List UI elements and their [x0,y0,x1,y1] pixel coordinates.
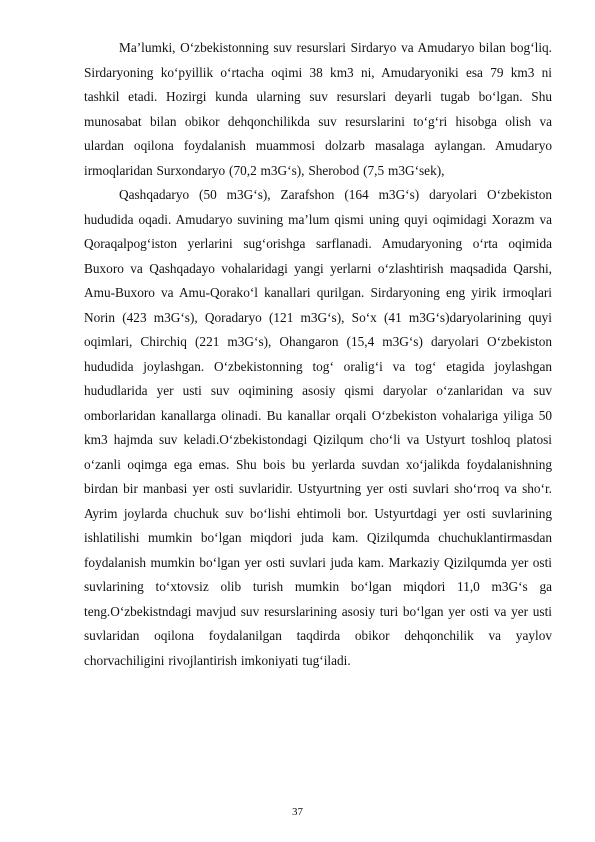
paragraph-1: Ma’lumki, O‘zbekistonning suv resurslari Sirdaryo va Amudaryo bilan bog‘liq. Sirdaryoning ko‘pyillik o‘rtacha oqimi 38 km3 ni, Amudaryoniki esa 79 km3 ni tashkil etadi. Hozirgi kunda ularning suv resurslari deyarli tugab bo‘lgan. Shu munosabat bilan obikor dehqonchilikda suv resurslarini to‘g‘ri hisobga olish va ulardan oqilona foydalanish muammosi dolzarb masalaga aylangan. Amudaryo irmoqlaridan Surxondaryo (70,2 m3G‘s), Sherobod (7,5 m3G‘sek), [84,40,552,178]
page-number: 37 [292,806,303,818]
body-text [84,36,552,673]
paragraph-2: Qashqadaryo (50 m3G‘s), Zarafshon (164 m3G‘s) daryolari O‘zbekiston hududida oqadi. Amudaryo suvining ma’lum qismi uning quyi oqimidagi Xorazm va Qoraqalpog‘iston yerlarini sug‘orishga sarflanadi. Amudaryoning o‘rta oqimida Buxoro va Qashqadayo vohalaridagi yangi yerlarni o‘zlashtirish maqsadida Qarshi, Amu-Buxoro va Amu-Qorako‘l kanallari qurilgan. Sirdaryoning eng yirik irmoqlari Norin (423 m3G‘s), Qoradaryo (121 m3G‘s), So‘x (41 m3G‘s)daryolarining quyi oqimlari, Chirchiq (221 m3G‘s), Ohangaron (15,4 m3G‘s) daryolari O‘zbekiston hududida joylashgan. O‘zbekistonning tog‘ oralig‘i va tog‘ etagida joylashgan hududlarida yer usti suv oqimining asosiy qismi daryolar o‘zanlaridan va suv omborlaridan kanallarga olinadi. Bu kanallar orqali O‘zbekiston vohalariga yiliga 50 km3 hajmda suv keladi.O‘zbekistondagi Qizilqum cho‘li va Ustyurt toshloq platosi o‘zanli oqimga ega emas. Shu bois bu yerlarda suvdan xo‘jalikda foydalanishning birdan bir manbasi yer osti suvlaridir. Ustyurtning yer osti suvlari sho‘rroq va sho‘r. Ayrim joylarda chuchuk suv bo‘lishi ehtimoli bor. Ustyurtdagi yer osti suvlarining ishlatilishi mumkin bo‘lgan miqdori juda kam. Qizilqumda chuchuklantirmasdan foydalanish mumkin bo‘lgan yer osti suvlari juda kam. Markaziy Qizilqumda yer osti suvlarining to‘xtovsiz olib turish mumkin bo‘lgan miqdori 11,0 m3G‘s ga teng.O‘zbekistndagi mavjud suv resurslarining asosiy turi bo‘lgan yer osti va yer usti suvlaridan oqilona foydalanilgan taqdirda obikor dehqonchilik va yaylov chorvachiligini rivojlantirish imkoniyati tug‘iladi. [84,187,552,668]
